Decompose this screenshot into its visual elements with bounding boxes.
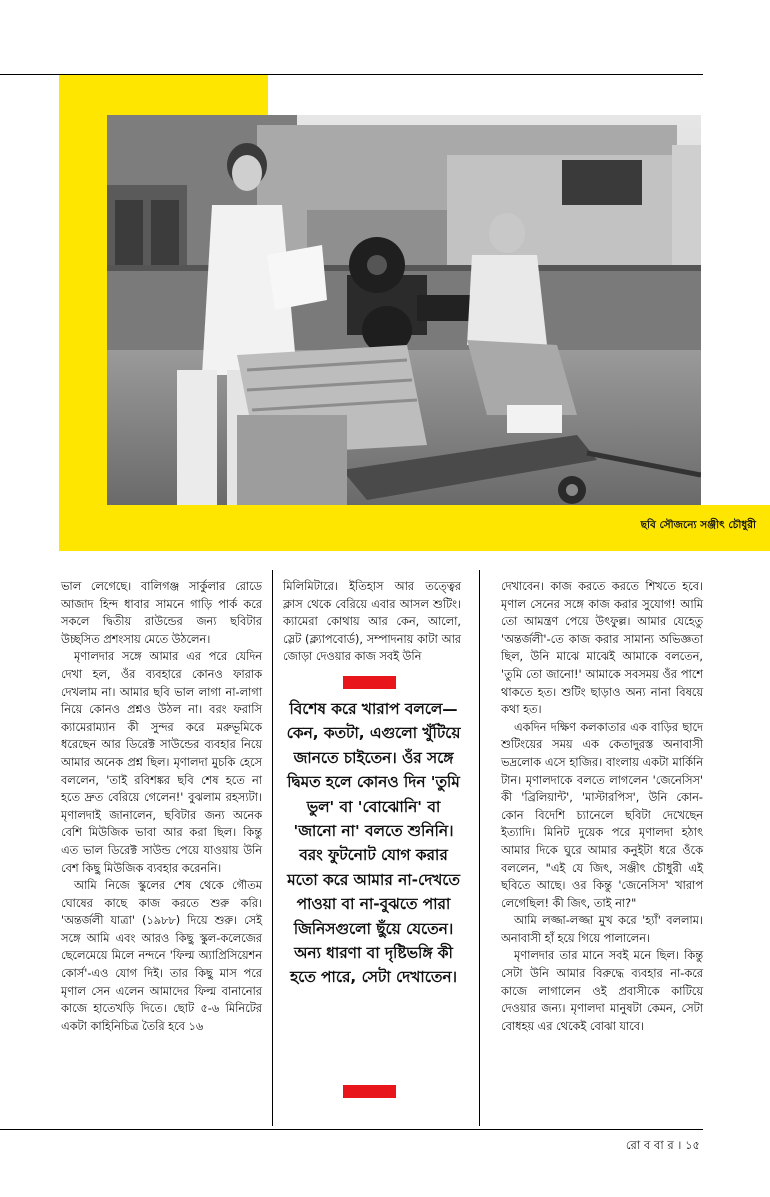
pull-quote-top-bar — [343, 676, 396, 689]
paragraph: আমি লজ্জা-লজ্জা মুখ করে 'হ্যাঁ' বললাম। অনাবাসী হাঁ হয়ে গিয়ে পালালেন। — [501, 914, 703, 945]
film-shoot-photo — [107, 115, 701, 505]
page-folio: রো ব বা র । ১৫ — [625, 1138, 700, 1152]
paragraph: দেখাবেন। কাজ করতে করতে শিখতে হবে। মৃণাল সেনের সঙ্গে কাজ করার সুযোগ! আমি তো আমন্ত্রণ পেয়ে উৎফুল্ল। আমার যেহেতু 'অন্তর্জলী'-তে কাজ করার সামান্য অভিজ্ঞতা ছিল, উনি মাঝে মাঝেই আমাকে বলতেন, 'তুমি তো জানো!' আমাকে সবসময় ওঁর পাশে থাকতে হত। শুটিং ছাড়াও অন্য নানা বিষয়ে কথা হত। — [501, 580, 703, 717]
paragraph: ভাল লেগেছে। বালিগঞ্জ সার্কুলার রোডে আজাদ হিন্দ ধাবার সামনে গাড়ি পার্ক করে সকলে দ্বিতীয় রাউন্ডের জন্য ছবিটার উচ্ছসিত প্রশংসায় মেতে উঠলেন। — [61, 580, 262, 646]
pull-quote-text: বিশেষ করে খারাপ বললে— কেন, কতটা, এগুলো খুঁটিয়ে জানতে চাইতেন। ওঁর সঙ্গে দ্বিমত হলে কোনও দিন 'তুমি ভুল' বা 'বোঝোনি' বা 'জানো না' বলতে শুনিনি। বরং ফুটনোট যোগ করার মতো করে আমার না-দেখতে পাওয়া বা না-বুঝতে পারা জিনিসগুলো ছুঁয়ে যেতেন। অন্য ধারণা বা দৃষ্টিভঙ্গি কী হতে পারে, সেটা দেখাতেন। — [286, 700, 461, 987]
yellow-frame-left — [59, 75, 107, 551]
pull-quote-bottom-bar — [343, 1085, 396, 1098]
paragraph: একদিন দক্ষিণ কলকাতার এক বাড়ির ছাদে শুটিংয়ের সময় এক কেতাদুরস্ত অনাবাসী ভদ্রলোক এসে হাজির। বাংলায় একটা মার্কিনি টান। মৃণালদাকে বলতে লাগলেন 'জেনেসিস' কী 'ব্রিলিয়ান্ট', 'মাস্টারপিস', উনি কোন-কোন বিদেশি চ্যানেলে ছবিটা দেখেছেন ইত্যাদি। মিনিট দুয়েক পরে মৃণালদা হঠাৎ আমার দিকে ঘুরে আমার কনুইটা ধরে ওঁকে বললেন, "এই যে জিৎ, সঞ্জীৎ চৌধুরী এই ছবিতে আছে। ওর কিন্তু 'জেনেসিস' খারাপ লেগেছিল! কী জিৎ, তাই না?" — [501, 720, 703, 910]
pull-quote — [286, 668, 461, 1130]
article-column-3 — [501, 578, 703, 1035]
article-column-2 — [283, 578, 461, 666]
photo-caption: ছবি সৌজন্যে সঞ্জীৎ চৌধুরী — [640, 519, 756, 531]
paragraph: মৃণালদার তার মানে সবই মনে ছিল। কিন্তু সেটা উনি আমার বিরুদ্ধে ব্যবহার না-করে কাজে লাগালেন ওই প্রবাসীকে কাটিয়ে দেওয়ার জন্য। মৃণালদা মানুষটা কেমন, সেটা বোধহয় এর থেকেই বোঝা যাবে। — [501, 949, 703, 1033]
paragraph: আমি নিজে স্কুলের শেষ থেকে গৌতম ঘোষের কাছে কাজ করতে শুরু করি। 'অন্তর্জলী যাত্রা' (১৯৮৮) দিয়ে শুরু। সেই সঙ্গে আমি এবং আরও কিছু স্কুল-কলেজের ছেলেমেয়ে মিলে নন্দনে 'ফিল্ম অ্যাপ্রিসিয়েশন কোর্স'-এও যোগ দিই। তার কিছু মাস পরে মৃণাল সেন এলেন আমাদের ফিল্ম বানানোর কাজে হাতেখড়ি দিতে। ছোট ৫-৬ মিনিটের একটা কাহিনিচিত্র তৈরি হবে ১৬ — [61, 879, 262, 1033]
article-column-1 — [61, 578, 262, 1035]
column-divider — [479, 570, 480, 1126]
column-divider — [272, 570, 273, 1126]
bottom-rule — [0, 1129, 703, 1130]
paragraph: মৃণালদার সঙ্গে আমার এর পরে যেদিন দেখা হল, ওঁর ব্যবহারে কোনও ফারাক দেখলাম না। আমার ছবি ভাল লাগা না-লাগা নিয়ে কোনও প্রশ্নও উঠল না। বরং ফরাসি ক্যামেরাম্যান কী সুন্দর করে মরুভূমিকে ধরেছেন আর ডিরেক্ট সাউন্ডের ব্যবহার নিয়ে আমার অনেক প্রশ্ন ছিল। মৃণালদা মুচকি হেসে বললেন, 'তাই রবিশঙ্কর ছবি শেষ হতে না হতে দ্রুত বেরিয়ে গেলেন!' বুঝলাম রহস্যটা। মৃণালদাই জানালেন, ছবিটার জন্য অনেক বেশি মিউজিক ভাবা আর করা ছিল। কিন্তু এত ভাল ডিরেক্ট সাউন্ড পেয়ে যাওয়ায় উনি বেশ কিছু মিউজিক ব্যবহার করেননি। — [61, 650, 262, 875]
paragraph: মিলিমিটারে। ইতিহাস আর তত্ত্বের ক্লাস থেকে বেরিয়ে এবার আসল শুটিং। ক্যামেরা কোথায় আর কেন, আলো, স্লেট (ক্ল্যাপবোর্ড), সম্পাদনায় কাটা আর জোড়া দেওয়ার কাজ সবই উনি — [283, 580, 461, 664]
